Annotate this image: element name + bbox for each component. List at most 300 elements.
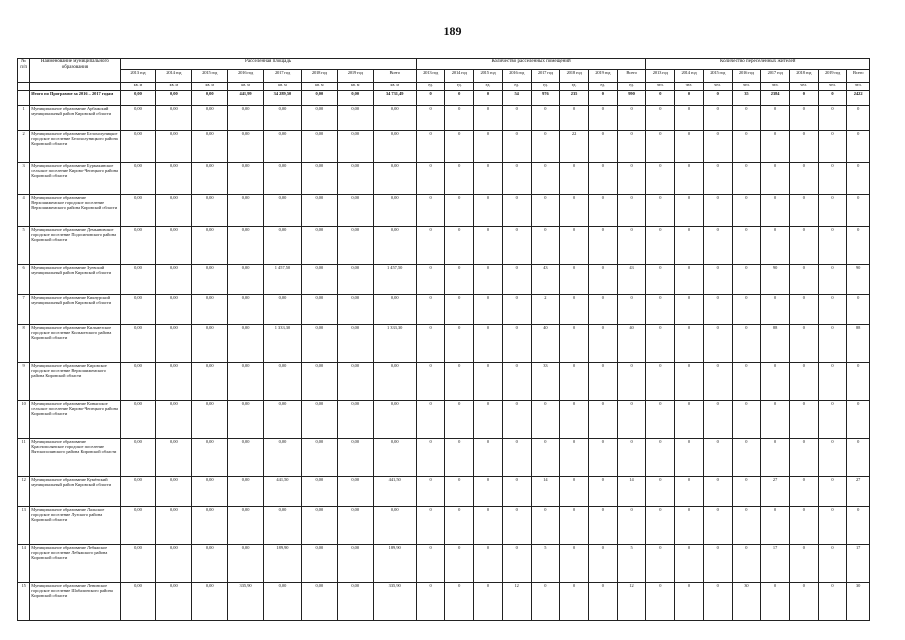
cell-rooms-7: 43	[617, 265, 646, 295]
cell-people-4: 0	[761, 131, 790, 163]
municipality-name: Муниципальное образование Лальское городское поселение Лузского района Кировской области	[30, 507, 120, 545]
cell-area-2: 0,00	[192, 325, 228, 363]
cell-rooms-5: 0	[560, 195, 589, 227]
cell-rooms-0: 0	[416, 325, 445, 363]
unit-people-3: чел.	[732, 83, 761, 91]
cell-rooms-1: 0	[445, 439, 474, 477]
cell-people-6: 0	[818, 91, 847, 106]
cell-rooms-5: 0	[560, 325, 589, 363]
cell-rooms-2: 0	[474, 106, 503, 131]
cell-area-1: 0,00	[156, 583, 192, 621]
cell-rooms-5: 0	[560, 477, 589, 507]
cell-rooms-4: 43	[531, 265, 560, 295]
cell-rooms-0: 0	[416, 91, 445, 106]
cell-rooms-2: 0	[474, 545, 503, 583]
cell-area-6: 0,00	[337, 507, 373, 545]
cell-people-7: 30	[847, 583, 870, 621]
cell-people-6: 0	[818, 227, 847, 265]
cell-area-0: 0,00	[120, 163, 156, 195]
cell-rooms-7: 0	[617, 131, 646, 163]
cell-rooms-2: 0	[474, 477, 503, 507]
header-year-rooms-7: Всего	[617, 70, 646, 83]
cell-rooms-7: 0	[617, 195, 646, 227]
cell-area-6: 0,00	[337, 325, 373, 363]
cell-area-4: 0,00	[264, 583, 302, 621]
header-year-rooms-3: 2016 год	[502, 70, 531, 83]
municipality-name: Муниципальное образование Арбажский муниципальный район Кировской области	[30, 106, 120, 131]
cell-area-2: 0,00	[192, 507, 228, 545]
cell-rooms-3: 0	[502, 131, 531, 163]
cell-people-0: 0	[646, 401, 675, 439]
cell-area-5: 0,00	[301, 195, 337, 227]
cell-area-7: 1 457,50	[373, 265, 416, 295]
unit-people-2: чел.	[703, 83, 732, 91]
cell-area-0: 0,00	[120, 439, 156, 477]
municipality-name: Муниципальное образование Ленинское городское поселение Шабалинского района Кировской области	[30, 583, 120, 621]
cell-area-0: 0,00	[120, 91, 156, 106]
cell-people-2: 0	[703, 583, 732, 621]
cell-area-2: 0,00	[192, 545, 228, 583]
cell-people-2: 0	[703, 477, 732, 507]
cell-rooms-3: 0	[502, 325, 531, 363]
municipality-name: Муниципальное образование Краснополянское городское поселение Вятскополянского района Кировской области	[30, 439, 120, 477]
units-blank-num	[18, 83, 30, 91]
cell-area-5: 0,00	[301, 363, 337, 401]
cell-area-4: 34 289,50	[264, 91, 302, 106]
cell-area-3: 0,00	[228, 325, 264, 363]
cell-area-0: 0,00	[120, 195, 156, 227]
cell-people-0: 0	[646, 106, 675, 131]
table-row	[18, 439, 870, 477]
header-year-people-6: 2019 год	[818, 70, 847, 83]
header-year-rooms-4: 2017 год	[531, 70, 560, 83]
cell-area-0: 0,00	[120, 477, 156, 507]
cell-area-2: 0,00	[192, 439, 228, 477]
cell-rooms-4: 0	[531, 195, 560, 227]
cell-people-0: 0	[646, 163, 675, 195]
page-number: 189	[443, 24, 462, 38]
cell-rooms-3: 54	[502, 91, 531, 106]
cell-people-4: 0	[761, 163, 790, 195]
cell-people-5: 0	[789, 401, 818, 439]
cell-area-0: 0,00	[120, 295, 156, 325]
cell-people-2: 0	[703, 401, 732, 439]
cell-rooms-3: 0	[502, 163, 531, 195]
cell-people-5: 0	[789, 439, 818, 477]
cell-area-6: 0,00	[337, 195, 373, 227]
cell-rooms-3: 0	[502, 439, 531, 477]
cell-people-7: 90	[847, 265, 870, 295]
table-row	[18, 583, 870, 621]
row-number: 8	[18, 325, 30, 363]
header-year-rooms-5: 2018 год	[560, 70, 589, 83]
cell-rooms-2: 0	[474, 295, 503, 325]
municipality-name: Муниципальное образование Белохолуницкое городское поселение Белохолуницкого района Кировской области	[30, 131, 120, 163]
table-row	[18, 545, 870, 583]
cell-people-5: 0	[789, 106, 818, 131]
cell-people-5: 0	[789, 477, 818, 507]
cell-rooms-5: 0	[560, 439, 589, 477]
header-year-rooms-2: 2015 год	[474, 70, 503, 83]
cell-people-2: 0	[703, 91, 732, 106]
cell-people-7: 0	[847, 401, 870, 439]
header-year-area-2: 2015 год	[192, 70, 228, 83]
cell-area-2: 0,00	[192, 477, 228, 507]
cell-rooms-7: 0	[617, 106, 646, 131]
table-row	[18, 363, 870, 401]
cell-area-5: 0,00	[301, 131, 337, 163]
cell-area-4: 1 333,30	[264, 325, 302, 363]
cell-people-6: 0	[818, 583, 847, 621]
cell-people-2: 0	[703, 325, 732, 363]
cell-rooms-1: 0	[445, 163, 474, 195]
cell-people-4: 2384	[761, 91, 790, 106]
row-number: 10	[18, 401, 30, 439]
row-number: 13	[18, 507, 30, 545]
cell-area-3: 0,00	[228, 195, 264, 227]
cell-area-1: 0,00	[156, 401, 192, 439]
table-row	[18, 295, 870, 325]
cell-people-2: 0	[703, 265, 732, 295]
cell-rooms-5: 0	[560, 507, 589, 545]
cell-people-3: 0	[732, 106, 761, 131]
cell-rooms-1: 0	[445, 401, 474, 439]
cell-area-4: 0,00	[264, 106, 302, 131]
cell-people-4: 0	[761, 227, 790, 265]
row-number: 1	[18, 106, 30, 131]
cell-people-1: 0	[675, 106, 704, 131]
cell-people-3: 0	[732, 545, 761, 583]
cell-rooms-6: 0	[588, 163, 617, 195]
cell-area-0: 0,00	[120, 131, 156, 163]
cell-area-1: 0,00	[156, 106, 192, 131]
cell-people-4: 27	[761, 477, 790, 507]
cell-people-1: 0	[675, 163, 704, 195]
cell-people-6: 0	[818, 363, 847, 401]
cell-people-7: 0	[847, 195, 870, 227]
table-row	[18, 507, 870, 545]
cell-rooms-7: 0	[617, 163, 646, 195]
cell-people-7: 0	[847, 163, 870, 195]
cell-area-2: 0,00	[192, 583, 228, 621]
cell-rooms-0: 0	[416, 545, 445, 583]
cell-rooms-0: 0	[416, 163, 445, 195]
cell-area-3: 0,00	[228, 106, 264, 131]
cell-rooms-0: 0	[416, 131, 445, 163]
cell-people-6: 0	[818, 545, 847, 583]
cell-area-6: 0,00	[337, 295, 373, 325]
cell-people-3: 35	[732, 91, 761, 106]
cell-people-5: 0	[789, 545, 818, 583]
cell-people-1: 0	[675, 363, 704, 401]
cell-area-2: 0,00	[192, 401, 228, 439]
cell-people-4: 88	[761, 325, 790, 363]
header-name: Наименование муниципального образования	[30, 59, 120, 83]
header-year-area-3: 2016 год	[228, 70, 264, 83]
header-year-rooms-1: 2014 год	[445, 70, 474, 83]
cell-rooms-3: 0	[502, 477, 531, 507]
cell-rooms-6: 0	[588, 477, 617, 507]
cell-people-4: 0	[761, 583, 790, 621]
cell-rooms-7: 0	[617, 507, 646, 545]
cell-people-5: 0	[789, 265, 818, 295]
cell-area-7: 0,00	[373, 195, 416, 227]
header-year-people-0: 2013 год	[646, 70, 675, 83]
cell-rooms-1: 0	[445, 295, 474, 325]
row-number: 3	[18, 163, 30, 195]
cell-rooms-5: 0	[560, 363, 589, 401]
cell-rooms-5: 0	[560, 265, 589, 295]
cell-people-1: 0	[675, 401, 704, 439]
header-group-people: Количество переселенных жителей	[646, 59, 870, 70]
cell-rooms-0: 0	[416, 583, 445, 621]
cell-area-3: 0,00	[228, 507, 264, 545]
cell-people-6: 0	[818, 106, 847, 131]
cell-area-3: 0,00	[228, 131, 264, 163]
cell-rooms-3: 0	[502, 295, 531, 325]
header-year-rooms-6: 2019 год	[588, 70, 617, 83]
cell-area-4: 441,50	[264, 477, 302, 507]
cell-area-4: 0,00	[264, 163, 302, 195]
cell-area-4: 0,00	[264, 295, 302, 325]
cell-people-7: 27	[847, 477, 870, 507]
cell-rooms-6: 0	[588, 545, 617, 583]
cell-rooms-7: 40	[617, 325, 646, 363]
cell-people-1: 0	[675, 265, 704, 295]
cell-area-5: 0,00	[301, 545, 337, 583]
cell-people-2: 0	[703, 363, 732, 401]
cell-rooms-0: 0	[416, 401, 445, 439]
cell-area-4: 0,00	[264, 507, 302, 545]
cell-people-0: 0	[646, 477, 675, 507]
unit-rooms-7: ед.	[617, 83, 646, 91]
cell-rooms-0: 0	[416, 507, 445, 545]
cell-area-2: 0,00	[192, 163, 228, 195]
cell-rooms-6: 0	[588, 131, 617, 163]
cell-rooms-6: 0	[588, 195, 617, 227]
cell-area-5: 0,00	[301, 227, 337, 265]
cell-rooms-0: 0	[416, 363, 445, 401]
cell-people-2: 0	[703, 545, 732, 583]
municipality-name: Муниципальное образование Кировское городское поселение Верхошижемского района Кировской области	[30, 363, 120, 401]
cell-rooms-7: 0	[617, 439, 646, 477]
cell-area-2: 0,00	[192, 195, 228, 227]
municipality-name: Муниципальное образование Демьяновское городское поселение Подосиновского района Кировской области	[30, 227, 120, 265]
cell-people-0: 0	[646, 295, 675, 325]
table-row	[18, 325, 870, 363]
cell-rooms-4: 0	[531, 106, 560, 131]
cell-rooms-6: 0	[588, 91, 617, 106]
cell-people-0: 0	[646, 131, 675, 163]
cell-people-7: 0	[847, 131, 870, 163]
cell-people-3: 0	[732, 163, 761, 195]
cell-rooms-2: 0	[474, 325, 503, 363]
municipality-name: Муниципальное образование Зуевский муниципальный район Кировской области	[30, 265, 120, 295]
cell-rooms-5: 0	[560, 227, 589, 265]
cell-area-3: 0,00	[228, 163, 264, 195]
cell-rooms-7: 12	[617, 583, 646, 621]
cell-rooms-6: 0	[588, 401, 617, 439]
cell-rooms-4: 0	[531, 507, 560, 545]
cell-people-3: 0	[732, 363, 761, 401]
cell-rooms-4: 0	[531, 583, 560, 621]
cell-people-4: 0	[761, 195, 790, 227]
resettlement-table	[17, 58, 870, 621]
cell-area-1: 0,00	[156, 91, 192, 106]
cell-people-2: 0	[703, 131, 732, 163]
cell-rooms-7: 5	[617, 545, 646, 583]
header-year-rooms-0: 2013 год	[416, 70, 445, 83]
cell-people-0: 0	[646, 265, 675, 295]
cell-area-3: 0,00	[228, 477, 264, 507]
cell-area-7: 0,00	[373, 131, 416, 163]
cell-area-7: 34 731,49	[373, 91, 416, 106]
cell-area-6: 0,00	[337, 583, 373, 621]
cell-rooms-2: 0	[474, 131, 503, 163]
cell-rooms-6: 0	[588, 583, 617, 621]
cell-rooms-1: 0	[445, 477, 474, 507]
cell-rooms-6: 0	[588, 507, 617, 545]
cell-area-3: 0,00	[228, 363, 264, 401]
unit-rooms-0: ед.	[416, 83, 445, 91]
cell-rooms-2: 0	[474, 507, 503, 545]
cell-rooms-7: 0	[617, 401, 646, 439]
cell-area-7: 0,00	[373, 401, 416, 439]
cell-people-4: 0	[761, 295, 790, 325]
cell-rooms-4: 14	[531, 477, 560, 507]
cell-people-1: 0	[675, 439, 704, 477]
row-number: 2	[18, 131, 30, 163]
cell-people-3: 0	[732, 507, 761, 545]
cell-area-5: 0,00	[301, 91, 337, 106]
header-year-people-4: 2017 год	[761, 70, 790, 83]
cell-rooms-4: 33	[531, 363, 560, 401]
cell-people-6: 0	[818, 325, 847, 363]
unit-people-7: чел.	[847, 83, 870, 91]
cell-area-4: 0,00	[264, 401, 302, 439]
cell-rooms-4: 0	[531, 227, 560, 265]
cell-rooms-1: 0	[445, 91, 474, 106]
cell-rooms-5: 0	[560, 401, 589, 439]
row-number: 11	[18, 439, 30, 477]
cell-area-0: 0,00	[120, 507, 156, 545]
cell-area-3: 0,00	[228, 295, 264, 325]
cell-rooms-4: 976	[531, 91, 560, 106]
cell-rooms-2: 0	[474, 401, 503, 439]
cell-area-7: 0,00	[373, 363, 416, 401]
cell-people-6: 0	[818, 507, 847, 545]
header-year-people-7: Всего	[847, 70, 870, 83]
cell-people-0: 0	[646, 439, 675, 477]
cell-people-1: 0	[675, 131, 704, 163]
cell-people-4: 90	[761, 265, 790, 295]
cell-people-0: 0	[646, 363, 675, 401]
header-year-people-5: 2018 год	[789, 70, 818, 83]
row-number: 7	[18, 295, 30, 325]
cell-people-4: 0	[761, 507, 790, 545]
cell-area-4: 0,00	[264, 227, 302, 265]
cell-rooms-2: 0	[474, 363, 503, 401]
unit-area-6: кв. м	[337, 83, 373, 91]
cell-area-2: 0,00	[192, 265, 228, 295]
table-row	[18, 195, 870, 227]
unit-rooms-5: ед.	[560, 83, 589, 91]
cell-rooms-5: 0	[560, 163, 589, 195]
cell-rooms-2: 0	[474, 265, 503, 295]
cell-rooms-4: 40	[531, 325, 560, 363]
cell-people-5: 0	[789, 363, 818, 401]
unit-rooms-4: ед.	[531, 83, 560, 91]
cell-area-1: 0,00	[156, 439, 192, 477]
row-number: 14	[18, 545, 30, 583]
cell-rooms-6: 0	[588, 227, 617, 265]
cell-area-0: 0,00	[120, 363, 156, 401]
cell-rooms-0: 0	[416, 477, 445, 507]
cell-people-0: 0	[646, 195, 675, 227]
cell-area-4: 0,00	[264, 195, 302, 227]
cell-area-1: 0,00	[156, 295, 192, 325]
cell-people-2: 0	[703, 195, 732, 227]
cell-rooms-2: 0	[474, 439, 503, 477]
cell-area-2: 0,00	[192, 295, 228, 325]
cell-area-1: 0,00	[156, 477, 192, 507]
cell-rooms-1: 0	[445, 227, 474, 265]
header-num: № п/п	[18, 59, 30, 83]
cell-area-5: 0,00	[301, 439, 337, 477]
cell-area-5: 0,00	[301, 106, 337, 131]
cell-people-0: 0	[646, 507, 675, 545]
unit-rooms-2: ед.	[474, 83, 503, 91]
cell-rooms-1: 0	[445, 507, 474, 545]
cell-people-5: 0	[789, 227, 818, 265]
cell-rooms-2: 0	[474, 195, 503, 227]
cell-rooms-3: 0	[502, 401, 531, 439]
row-number: 5	[18, 227, 30, 265]
cell-rooms-6: 0	[588, 265, 617, 295]
cell-area-1: 0,00	[156, 545, 192, 583]
cell-people-1: 0	[675, 325, 704, 363]
cell-people-7: 0	[847, 295, 870, 325]
cell-area-0: 0,00	[120, 401, 156, 439]
cell-rooms-0: 0	[416, 106, 445, 131]
cell-area-0: 0,00	[120, 227, 156, 265]
header-year-people-3: 2016 год	[732, 70, 761, 83]
municipality-name: Муниципальное образование Кикнурский муниципальный район Кировской области	[30, 295, 120, 325]
cell-people-7: 2422	[847, 91, 870, 106]
cell-rooms-4: 2	[531, 295, 560, 325]
cell-area-7: 1 333,30	[373, 325, 416, 363]
cell-people-1: 0	[675, 227, 704, 265]
cell-area-4: 0,00	[264, 439, 302, 477]
cell-area-7: 441,50	[373, 477, 416, 507]
cell-area-3: 0,00	[228, 439, 264, 477]
cell-people-1: 0	[675, 195, 704, 227]
cell-rooms-3: 0	[502, 507, 531, 545]
cell-rooms-2: 0	[474, 91, 503, 106]
cell-area-7: 0,00	[373, 227, 416, 265]
cell-area-6: 0,00	[337, 363, 373, 401]
cell-area-6: 0,00	[337, 477, 373, 507]
header-year-area-4: 2017 год	[264, 70, 302, 83]
cell-area-1: 0,00	[156, 163, 192, 195]
municipality-name: Муниципальное образование Лебяжское городское поселение Лебяжского района Кировской области	[30, 545, 120, 583]
cell-area-7: 0,00	[373, 106, 416, 131]
cell-area-3: 0,00	[228, 227, 264, 265]
cell-people-5: 0	[789, 507, 818, 545]
cell-people-7: 0	[847, 227, 870, 265]
cell-people-3: 0	[732, 401, 761, 439]
cell-people-5: 0	[789, 91, 818, 106]
